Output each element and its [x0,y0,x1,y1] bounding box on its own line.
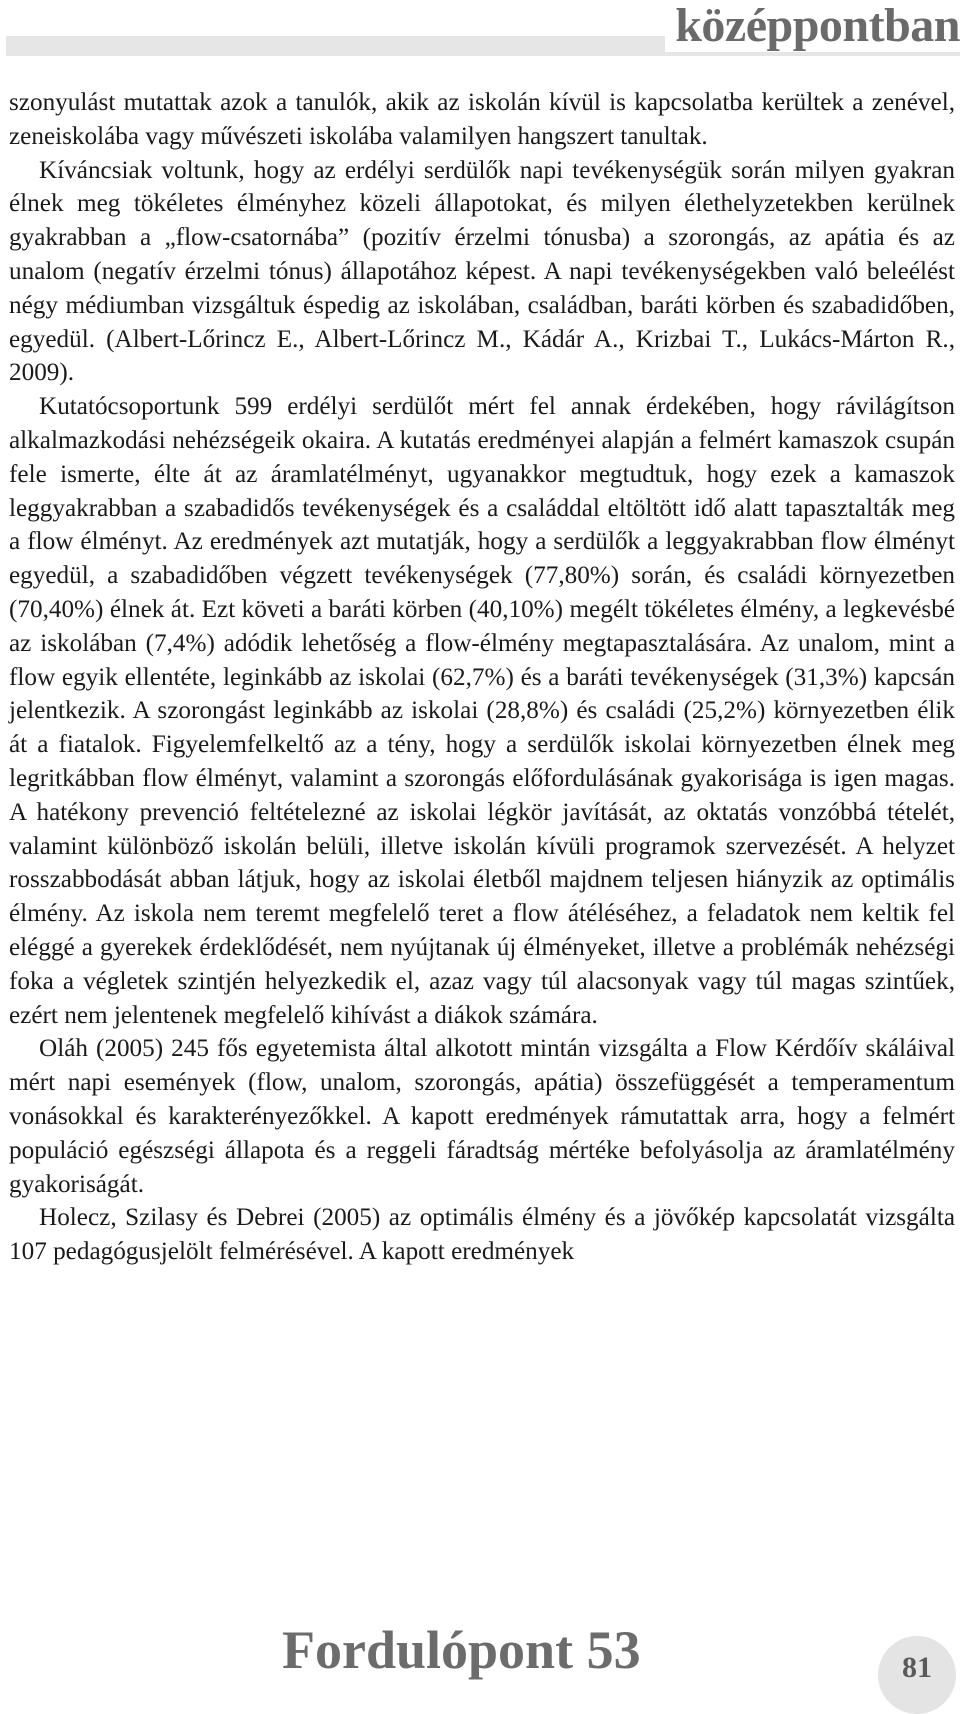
page-number: 81 [902,1651,932,1684]
page-header [0,0,960,62]
journal-title: Fordulópont 53 [282,1620,641,1680]
article-body [9,86,955,1269]
paragraph: Oláh (2005) 245 fős egyetemista által alkotott mintán vizsgálta a Flow Kérdőív skáláival mért napi események (flow, unalom, szorongás, apátia) összefüggését a temperamentum vonásokkal és karakterényezőkkel. A kapott eredmények rámutattak arra, hogy a felmért populáció egészségi állapota és a reggeli fáradtság mértéke befolyásolja az áramlatélmény gyakoriságát. [9,1035,955,1198]
paragraph: Kutatócsoportunk 599 erdélyi serdülőt mért fel annak érdekében, hogy rávilágítson alkalmazkodási nehézségeik okaira. A kutatás eredményei alapján a felmért kamaszok csupán fele ismerte, élte át az áramlatélményt, ugyanakkor megtudtuk, hogy ezek a kamaszok leggyakrabban a szabadidős tevékenységek és a családdal eltöltött idő alatt tapasztalták meg a flow élményt. Az eredmények azt mutatják, hogy a serdülők a leggyakrabban flow élményt egyedül, a szabadidőben végzett tevékenységek (77,80%) során, és családi környezetben (70,40%) élnek át. Ezt követi a baráti körben (40,10%) megélt tökéletes élmény, a legkevésbé az iskolában (7,4%) adódik lehetőség a flow-élmény megtapasztalására. Az unalom, mint a flow egyik ellentéte, leginkább az iskolai (62,7%) és a baráti tevékenységek (31,3%) kapcsán jelentkezik. A szorongást leginkább az iskolai (28,8%) és családi (25,2%) környezetben élik át a fiatalok. Figyelemfelkeltő az a tény, hogy a serdülők iskolai környezetben élnek meg legritkábban flow élményt, valamint a szorongás előfordulásának gyakorisága is igen magas. A hatékony prevenció feltételezné az iskolai légkör javítását, az oktatás vonzóbbá tételét, valamint különböző iskolán belüli, illetve iskolán kívüli programok szervezését. A helyzet rosszabbodását abban látjuk, hogy az iskolai életből majdnem teljesen hiányzik az optimális élmény. Az iskola nem teremt megfelelő teret a flow átéléséhez, a feladatok nem keltik fel eléggé a gyerekek érdeklődését, nem nyújtanak új élményeket, illetve a problémák nehézségi foka a végletek szintjén helyezkedik el, azaz vagy túl alacsonyak vagy túl magas szintűek, ezért nem jelentenek megfelelő kihívást a diákok számára. [9,393,955,1029]
paragraph: Kíváncsiak voltunk, hogy az erdélyi serdülők napi tevékenységük során milyen gyakran élnek meg tökéletes élményhez közeli állapotokat, és milyen élethelyzetekben kerülnek gyakrabban a „flow-csatornába” (pozitív érzelmi tónusba) a szorongás, az apátia és az unalom (negatív érzelmi tónus) állapotához képest. A napi tevékenységekben való beleélést négy médiumban vizsgáltuk éspedig az iskolában, családban, baráti körben és szabadidőben, egyedül. (Albert-Lőrincz E., Albert-Lőrincz M., Kádár A., Krizbai T., Lukács-Márton R., 2009). [9,156,955,387]
section-title: középpontban [665,0,960,52]
paragraph: Holecz, Szilasy és Debrei (2005) az optimális élmény és a jövőkép kapcsolatát vizsgálta 107 pedagógusjelölt felmérésével. A kapott eredmények [9,1204,955,1266]
paragraph: szonyulást mutattak azok a tanulók, akik az iskolán kívül is kapcsolatba kerültek a zenével, zeneiskolába vagy művészeti iskolába valamilyen hangszert tanultak. [9,89,955,150]
